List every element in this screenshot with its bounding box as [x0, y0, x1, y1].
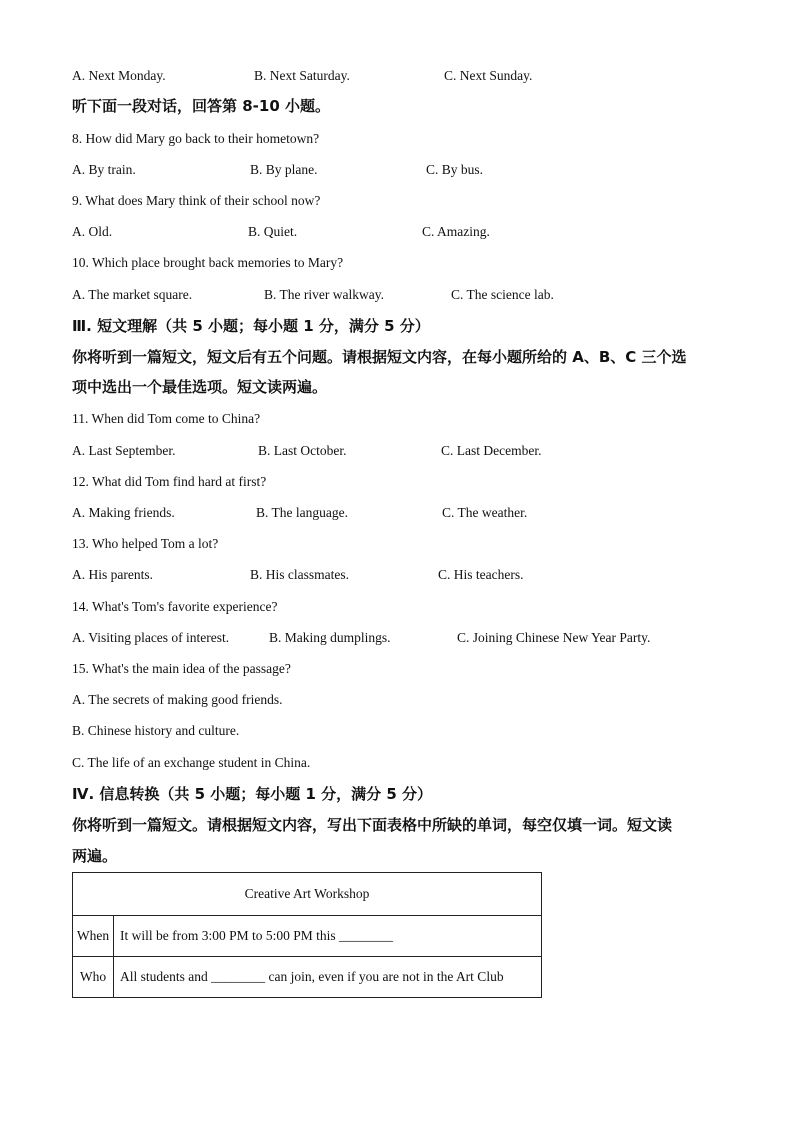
q11-option-a: A. Last September.	[72, 443, 176, 458]
table-row-text: It will be from 3:00 PM to 5:00 PM this ________	[114, 916, 542, 957]
q10-question: 10. Which place brought back memories to Mary?	[72, 255, 344, 270]
q12-option-b: B. The language.	[256, 505, 348, 520]
q7-option-c: C. Next Sunday.	[444, 68, 533, 83]
section4-instruction-line1: 你将听到一篇短文。请根据短文内容，写出下面表格中所缺的单词，每空仅填一词。短文读	[72, 816, 673, 834]
q12-question: 12. What did Tom find hard at first?	[72, 474, 267, 489]
table-row	[73, 916, 542, 957]
q15-option-c: C. The life of an exchange student in China.	[72, 755, 311, 770]
dialogue-instruction: 听下面一段对话，回答第 8-10 小题。	[72, 97, 330, 115]
table-row-label: When	[73, 916, 114, 957]
q10-option-a: A. The market square.	[72, 287, 193, 302]
table-row-text: All students and ________ can join, even if you are not in the Art Club	[114, 957, 542, 998]
section3-heading: Ⅲ. 短文理解（共 5 小题；每小题 1 分，满分 5 分）	[72, 317, 430, 335]
q13-option-b: B. His classmates.	[250, 567, 349, 582]
q15-option-a: A. The secrets of making good friends.	[72, 692, 283, 707]
q8-option-c: C. By bus.	[426, 162, 484, 177]
q9-option-c: C. Amazing.	[422, 224, 490, 239]
q11-option-c: C. Last December.	[441, 443, 542, 458]
q14-option-c: C. Joining Chinese New Year Party.	[457, 630, 651, 645]
section4-instruction-line2: 两遍。	[72, 847, 118, 865]
q14-question: 14. What's Tom's favorite experience?	[72, 599, 278, 614]
q11-option-b: B. Last October.	[258, 443, 347, 458]
q14-option-a: A. Visiting places of interest.	[72, 630, 230, 645]
table-title: Creative Art Workshop	[73, 873, 542, 916]
q9-question: 9. What does Mary think of their school now?	[72, 193, 321, 208]
q10-option-c: C. The science lab.	[451, 287, 554, 302]
section4-heading: Ⅳ. 信息转换（共 5 小题；每小题 1 分，满分 5 分）	[72, 785, 433, 803]
q13-question: 13. Who helped Tom a lot?	[72, 536, 219, 551]
q13-option-a: A. His parents.	[72, 567, 153, 582]
info-table	[72, 872, 542, 998]
table-row-label: Who	[73, 957, 114, 998]
q13-option-c: C. His teachers.	[438, 567, 524, 582]
table-header-row	[73, 873, 542, 916]
q12-option-c: C. The weather.	[442, 505, 528, 520]
q10-option-b: B. The river walkway.	[264, 287, 384, 302]
q8-question: 8. How did Mary go back to their hometown?	[72, 131, 320, 146]
section3-instruction-line2: 项中选出一个最佳选项。短文读两遍。	[72, 378, 328, 396]
table-row	[73, 957, 542, 998]
q9-option-a: A. Old.	[72, 224, 113, 239]
q15-option-b: B. Chinese history and culture.	[72, 723, 240, 738]
q14-option-b: B. Making dumplings.	[269, 630, 391, 645]
q15-question: 15. What's the main idea of the passage?	[72, 661, 291, 676]
q12-option-a: A. Making friends.	[72, 505, 175, 520]
q7-option-a: A. Next Monday.	[72, 68, 166, 83]
q7-option-b: B. Next Saturday.	[254, 68, 350, 83]
q11-question: 11. When did Tom come to China?	[72, 411, 261, 426]
section3-instruction-line1: 你将听到一篇短文，短文后有五个问题。请根据短文内容，在每小题所给的 A、B、C 三个选	[72, 348, 687, 366]
q8-option-b: B. By plane.	[250, 162, 318, 177]
q8-option-a: A. By train.	[72, 162, 136, 177]
q9-option-b: B. Quiet.	[248, 224, 298, 239]
